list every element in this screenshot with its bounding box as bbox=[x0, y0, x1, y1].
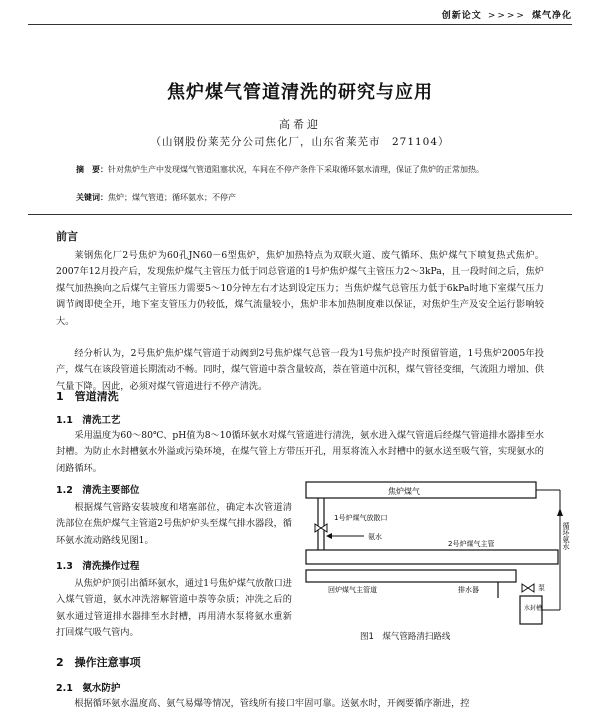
figure-caption: 图1 煤气管路清扫路线 bbox=[360, 632, 451, 642]
pump-icon bbox=[522, 584, 534, 592]
heading-1-3: 1.3 清洗操作过程 bbox=[56, 561, 140, 572]
valve-label: 1号炉煤气放散口 bbox=[334, 514, 388, 522]
affiliation: （山钢股份莱芜分公司焦化厂，山东省莱芜市 271104） bbox=[150, 136, 450, 148]
side-label: 循环氨水 bbox=[562, 522, 570, 550]
abstract-label: 摘 要： bbox=[76, 164, 108, 174]
paper-title: 焦炉煤气管道清洗的研究与应用 bbox=[167, 82, 433, 103]
header-arrows: >>>> bbox=[487, 11, 526, 21]
keywords bbox=[76, 192, 536, 203]
heading-section-1: 1 管道清洗 bbox=[56, 390, 119, 403]
foreword-paragraph-1: 莱钢焦化厂2号焦炉为60孔JN60－6型焦炉，焦炉加热特点为双联火道、废气循环、焦炉煤气下喷复热式焦炉。2007年12月投产后，发现焦炉煤气主管压力低于同总管道的1号炉焦炉煤气主管压力2～3kPa，且一段时间之后，焦炉煤气加热换向之后煤气主管压力需要5～10分钟左右才达到设定压力；当焦炉煤气总管压力低于6kPa时地下室煤气压力调节阀即使全开，地下室支管压力仍较低，煤气流量较小，焦炉非本加热制度难以保证，对焦炉生产及安全运行影响较大。 bbox=[56, 250, 544, 327]
valve-icon bbox=[315, 524, 327, 532]
header-section: 创新论文 bbox=[441, 11, 482, 21]
abstract-rule bbox=[28, 214, 572, 215]
ammonia-arrow-icon bbox=[326, 533, 332, 539]
pump-label: 泵 bbox=[538, 584, 545, 592]
return-pipe-label: 回炉煤气主管道 bbox=[328, 586, 377, 594]
gas-pipe bbox=[306, 482, 536, 498]
gas-pipe-label: 焦炉煤气 bbox=[388, 487, 420, 496]
heading-section-2: 2 操作注意事项 bbox=[56, 656, 141, 669]
no2-header-pipe bbox=[306, 550, 558, 564]
header-rule bbox=[28, 24, 572, 25]
paragraph-1-3: 从焦炉炉顶引出循环氨水，通过1号焦炉煤气放散口进入煤气管道，氨水冲洗溶解管道中萘等杂质；冲洗之后的氨水通过管道排水器排至水封槽，再用清水泵将氨水重新打回煤气吸气管内。 bbox=[56, 578, 292, 639]
running-header bbox=[442, 8, 572, 21]
paragraph-1-1: 采用温度为60～80℃、pH值为8～10循环氨水对煤气管道进行清洗，氨水进入煤气管道后经煤气管道排水器排至水封槽。为防止水封槽氨水外溢或污染环境，在煤气管上方带压开孔，用泵将流入水封槽中的氨水送至吸气管，实现氨水的闭路循环。 bbox=[56, 430, 544, 474]
abstract bbox=[76, 162, 536, 177]
tank-label: 水封槽 bbox=[524, 605, 543, 612]
abstract-text: 针对焦炉生产中发现煤气管道阻塞状况，车间在不停产条件下采取循环氨水清理，保证了焦炉的正常加热。 bbox=[108, 165, 484, 174]
paragraph-2-1: 根据循环氨水温度高、氨气易爆等情况，管线所有接口牢固可靠。送氨水时，开阀要循序渐进，控 bbox=[74, 698, 470, 709]
ammonia-label: 氨水 bbox=[368, 533, 382, 541]
header-column: 煤气净化 bbox=[531, 11, 572, 21]
heading-1-1: 1.1 清洗工艺 bbox=[56, 415, 121, 426]
foreword-paragraph-2: 经分析认为，2号焦炉焦炉煤气管道于动阀到2号焦炉煤气总管一段为1号焦炉投产时预留管道，1号焦炉2005年投产，煤气在该段管道长期流动不畅。同时，煤气管道中萘含量较高，萘在管道中沉积，煤气管径变细，气流阻力增加、供气量下降。因此，必须对煤气管道进行不停产清洗。 bbox=[56, 348, 544, 392]
keywords-text: 焦炉；煤气管道；循环氨水；不停产 bbox=[108, 193, 236, 202]
paragraph-1-2: 根据煤气管路安装坡度和堵塞部位，确定本次管道清洗部位在焦炉煤气主管道2号焦炉炉头至煤气排水器段，循环氨水流动路线见图1。 bbox=[56, 502, 292, 546]
no2-header-label: 2号炉煤气主管 bbox=[448, 540, 495, 548]
figure-1-diagram bbox=[298, 476, 582, 626]
drain-label: 排水器 bbox=[458, 586, 479, 594]
keywords-label: 关键词： bbox=[76, 192, 108, 202]
heading-1-2: 1.2 清洗主要部位 bbox=[56, 485, 140, 496]
return-pipe bbox=[306, 570, 516, 582]
heading-foreword: 前言 bbox=[56, 230, 78, 243]
circulation-arrow-icon bbox=[557, 508, 563, 516]
heading-2-1: 2.1 氨水防护 bbox=[56, 683, 121, 694]
author: 高希迎 bbox=[279, 118, 321, 131]
